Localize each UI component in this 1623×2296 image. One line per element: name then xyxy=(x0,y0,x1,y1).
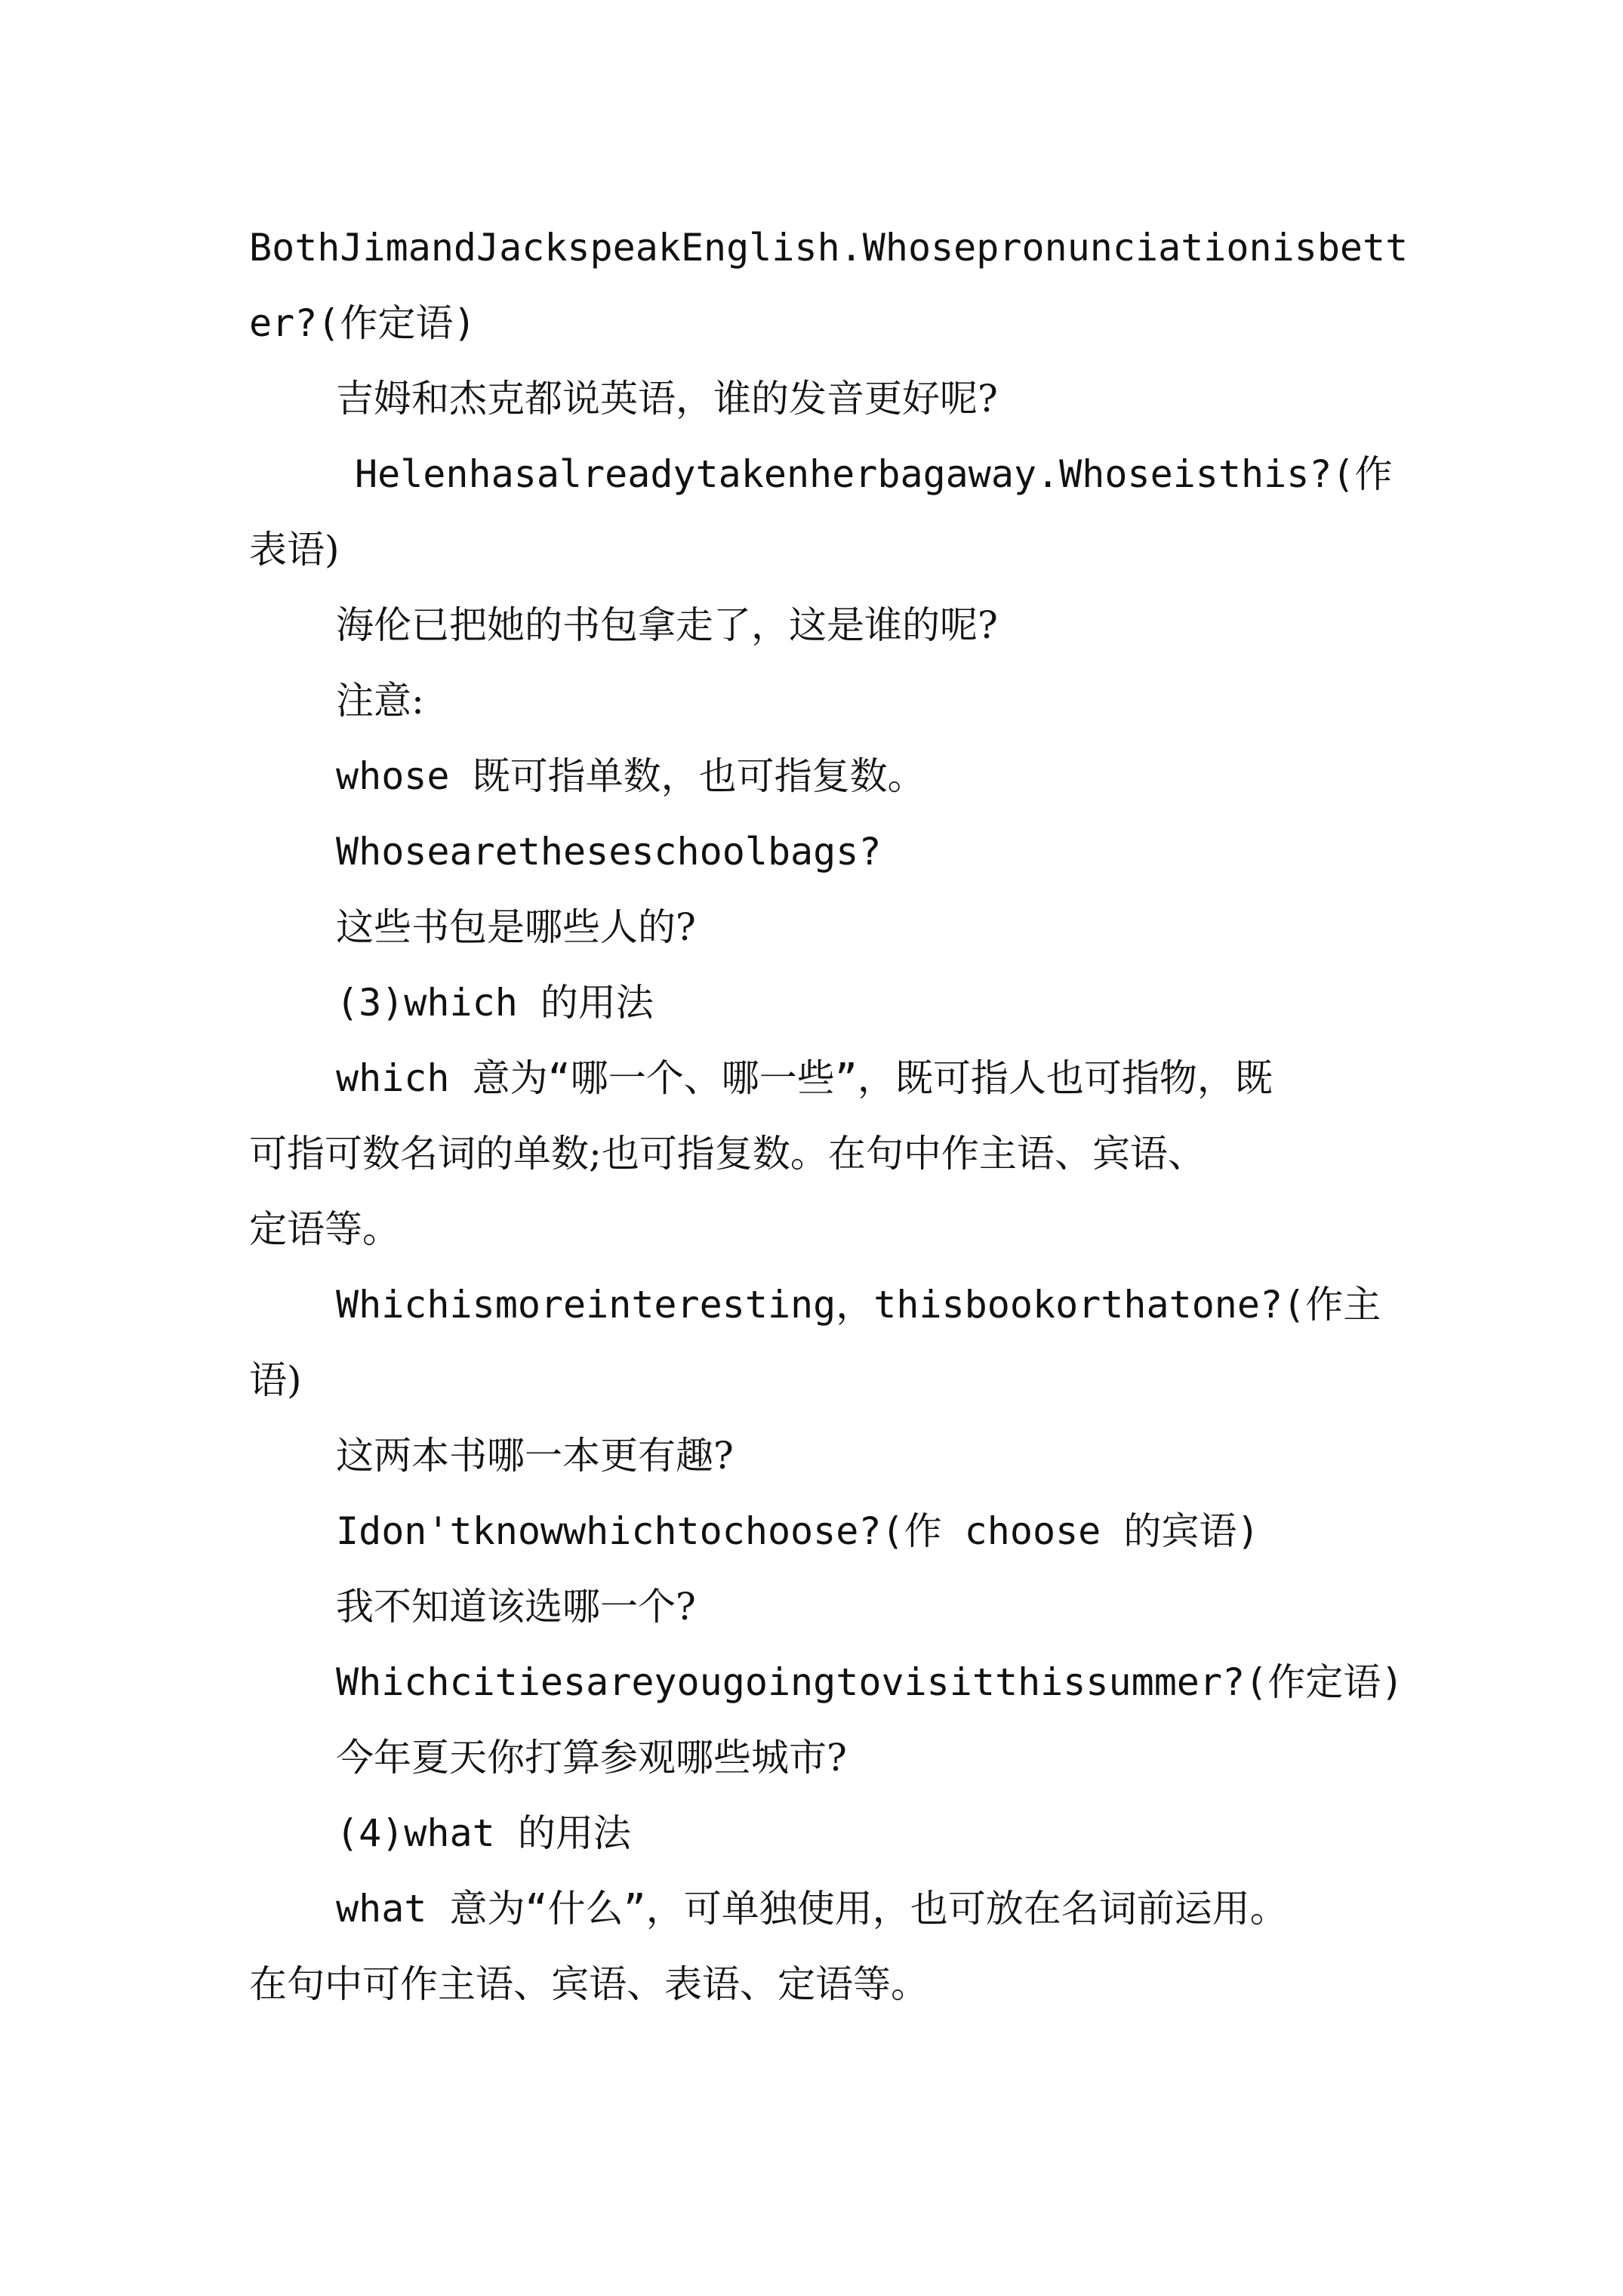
text-line-11: (3)which 的用法 xyxy=(336,981,654,1025)
text-line-17: 这两本书哪一本更有趣? xyxy=(336,1434,734,1478)
text-line-5: 表语) xyxy=(249,528,340,572)
text-line-18: Idon'tknowwhichtochoose?(作 choose 的宾语) xyxy=(336,1509,1260,1553)
text-line-21: 今年夏天你打算参观哪些城市? xyxy=(336,1736,847,1780)
text-line-16: 语) xyxy=(249,1358,302,1402)
text-line-7: 注意: xyxy=(336,679,424,723)
text-line-19: 我不知道该选哪一个? xyxy=(336,1585,696,1629)
text-line-4: Helenhasalreadytakenherbagaway.Whoseisthis?(作 xyxy=(355,452,1393,496)
text-line-23: what 意为“什么”，可单独使用，也可放在名词前运用。 xyxy=(336,1887,1288,1931)
text-line-14: 定语等。 xyxy=(249,1207,400,1251)
text-line-2: er?(作定语) xyxy=(249,301,476,345)
text-line-6: 海伦已把她的书包拿走了，这是谁的呢? xyxy=(336,603,998,647)
text-line-22: (4)what 的用法 xyxy=(336,1811,631,1855)
text-line-8: whose 既可指单数，也可指复数。 xyxy=(336,754,925,798)
text-line-24: 在句中可作主语、宾语、表语、定语等。 xyxy=(249,1962,929,2006)
text-line-15: Whichismoreinteresting，thisbookorthatone?(作主 xyxy=(336,1283,1381,1327)
text-line-12: which 意为“哪一个、哪一些”，既可指人也可指物，既 xyxy=(336,1056,1273,1100)
text-line-1: BothJimandJackspeakEnglish.Whosepronunciationisbett xyxy=(249,226,1409,270)
text-line-10: 这些书包是哪些人的? xyxy=(336,905,696,949)
text-line-13: 可指可数名词的单数;也可指复数。在句中作主语、宾语、 xyxy=(249,1132,1206,1176)
text-line-3: 吉姆和杰克都说英语，谁的发音更好呢? xyxy=(336,377,998,421)
text-line-9: Whosearetheseschoolbags? xyxy=(336,830,882,874)
text-line-20: Whichcitiesareyougoingtovisitthissummer?(作定语) xyxy=(336,1660,1404,1704)
